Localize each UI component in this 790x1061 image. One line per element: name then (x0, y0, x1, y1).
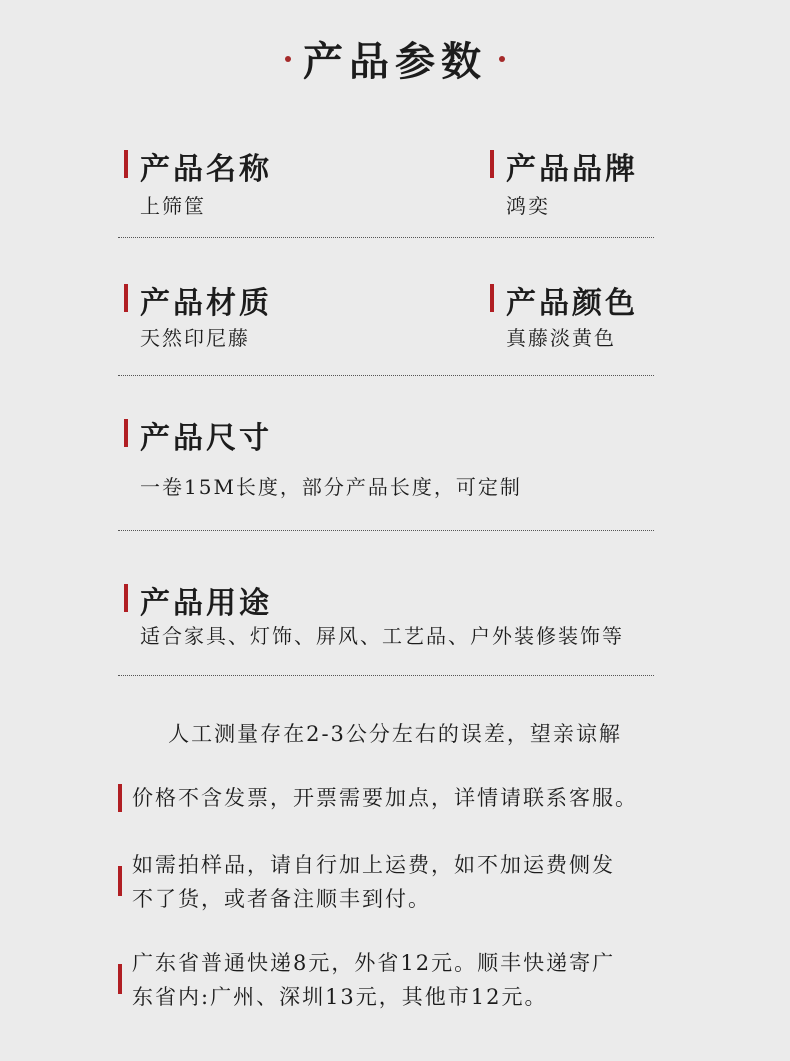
field-value: 适合家具、灯饰、屏风、工艺品、户外装修装饰等 (140, 624, 624, 648)
field-value: 一卷15M长度，部分产品长度，可定制 (140, 475, 522, 499)
accent-bar (124, 150, 128, 178)
divider (118, 675, 654, 676)
field-label: 产品品牌 (506, 152, 638, 187)
page-title-block (0, 30, 790, 87)
field-label: 产品尺寸 (140, 421, 272, 456)
accent-bar (124, 584, 128, 612)
field-value: 鸿奕 (506, 194, 550, 218)
divider (118, 530, 654, 531)
accent-bar (118, 964, 122, 994)
note-line: 广东省普通快递8元，外省12元。顺丰快递寄广 (132, 951, 616, 975)
page-title: 产品参数 (303, 38, 487, 85)
field-value: 天然印尼藤 (140, 326, 250, 350)
field-label: 产品名称 (140, 152, 272, 187)
note-line: 东省内:广州、深圳13元，其他市12元。 (132, 985, 548, 1009)
accent-bar (124, 419, 128, 447)
note-line: 价格不含发票，开票需要加点，详情请联系客服。 (132, 786, 638, 810)
field-value: 真藤淡黄色 (506, 326, 616, 350)
accent-bar (490, 284, 494, 312)
accent-bar (124, 284, 128, 312)
field-label: 产品材质 (140, 286, 272, 321)
divider (118, 237, 654, 238)
note-line: 不了货，或者备注顺丰到付。 (132, 887, 431, 911)
field-label: 产品用途 (140, 586, 272, 621)
field-label: 产品颜色 (506, 286, 638, 321)
accent-bar (490, 150, 494, 178)
note-line: 如需拍样品，请自行加上运费，如不加运费侧发 (132, 853, 615, 877)
accent-bar (118, 866, 122, 896)
accent-bar (118, 784, 122, 812)
field-value: 上筛筐 (140, 194, 206, 218)
title-dot-right (499, 56, 505, 62)
title-dot-left (285, 56, 291, 62)
measurement-disclaimer: 人工测量存在2-3公分左右的误差，望亲谅解 (168, 722, 622, 746)
divider (118, 375, 654, 376)
